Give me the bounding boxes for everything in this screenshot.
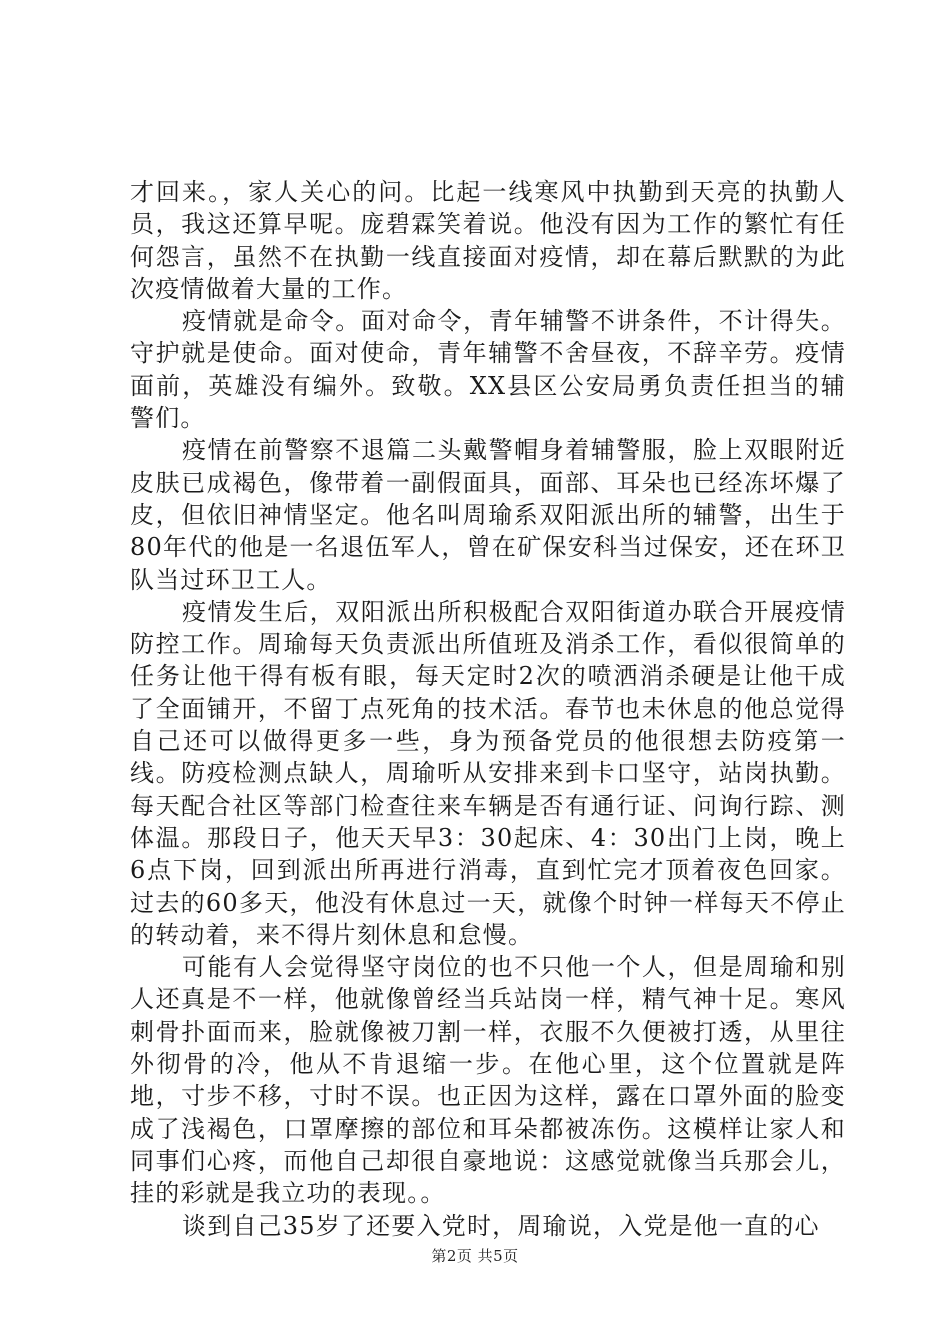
paragraph-5: 可能有人会觉得坚守岗位的也不只他一个人，但是周瑜和别人还真是不一样，他就像曾经当兵站岗一样，精气神十足。寒风刺骨扑面而来，脸就像被刀割一样，衣服不久便被打透，从里往外彻骨的冷，他从不肯退缩一步。在他心里，这个位置就是阵地，寸步不移，寸时不误。也正因为这样，露在口罩外面的脸变成了浅褐色，口罩摩擦的部位和耳朵都被冻伤。这模样让家人和同事们心疼，而他自己却很自豪地说：这感觉就像当兵那会儿，挂的彩就是我立功的表现。。 <box>130 953 846 1208</box>
paragraph-1: 才回来。，家人关心的问。比起一线寒风中执勤到天亮的执勤人员，我这还算早呢。庞碧霖笑着说。他没有因为工作的繁忙有任何怨言，虽然不在执勤一线直接面对疫情，却在幕后默默的为此次疫情做着大量的工作。 <box>130 178 846 303</box>
paragraph-2: 疫情就是命令。面对命令，青年辅警不讲条件，不计得失。守护就是使命。面对使命，青年辅警不舍昼夜，不辞辛劳。疫情面前，英雄没有编外。致敬。XX县区公安局勇负责任担当的辅警们。 <box>130 307 846 433</box>
document-body <box>130 176 846 1242</box>
page-number-footer: 第2页 共5页 <box>431 1247 519 1265</box>
paragraph-3: 疫情在前警察不退篇二头戴警帽身着辅警服，脸上双眼附近皮肤已成褐色，像带着一副假面具，面部、耳朵也已经冻坏爆了皮，但依旧神情坚定。他名叫周瑜系双阳派出所的辅警，出生于80年代的他是一名退伍军人，曾在矿保安科当过保安，还在环卫队当过环卫工人。 <box>130 436 846 594</box>
paragraph-4: 疫情发生后，双阳派出所积极配合双阳街道办联合开展疫情防控工作。周瑜每天负责派出所值班及消杀工作，看似很简单的任务让他干得有板有眼，每天定时2次的喷洒消杀硬是让他干成了全面铺开，不留丁点死角的技术活。春节也未休息的他总觉得自己还可以做得更多一些，身为预备党员的他很想去防疫第一线。防疫检测点缺人，周瑜听从安排来到卡口坚守，站岗执勤。每天配合社区等部门检查往来车辆是否有通行证、问询行踪、测体温。那段日子，他天天早3：30起床、4：30出门上岗，晚上6点下岗，回到派出所再进行消毒，直到忙完才顶着夜色回家。过去的60多天，他没有休息过一天，就像个时钟一样每天不停止的转动着，来不得片刻休息和怠慢。 <box>130 597 846 949</box>
paragraph-6: 谈到自己35岁了还要入党时，周瑜说，入党是他一直的心 <box>182 1211 820 1240</box>
